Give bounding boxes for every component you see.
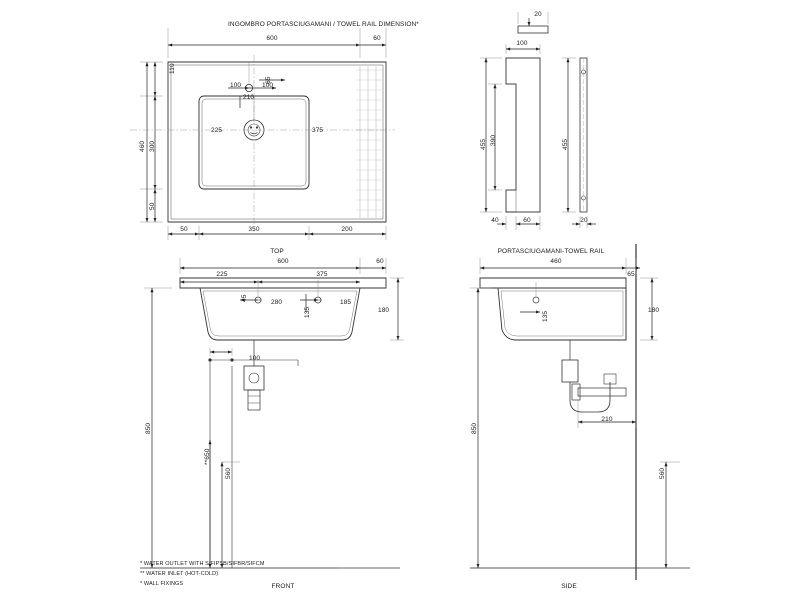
dim-side-210: 210 (601, 416, 613, 423)
dim-front-225: 225 (216, 271, 228, 278)
dim-sec-20: 20 (534, 11, 542, 18)
sheet-title: INGOMBRO PORTASCIUGAMANI / TOWEL RAIL DIMENSION* (228, 21, 419, 28)
dim-front-850: 850 (145, 422, 152, 434)
dim-top-100-left: 100 (230, 82, 242, 89)
dim-front-45: 45 (241, 294, 248, 302)
dim-front-180: 180 (378, 307, 390, 314)
dim-sec-60: 60 (523, 217, 531, 224)
dim-side-850: 850 (471, 422, 478, 434)
note-water-inlet: ** WATER INLET (HOT-COLD) (140, 571, 219, 577)
dim-sec-100: 100 (516, 40, 528, 47)
dim-side-135: 135 (542, 310, 549, 322)
dim-top-50-left: 50 (149, 202, 156, 210)
dim-sec-455: 455 (480, 138, 487, 150)
dim-front-60: 60 (376, 258, 384, 265)
dim-top-65: 65 (265, 76, 272, 84)
dim-top-600: 600 (266, 35, 278, 42)
dim-front-185: 185 (340, 299, 352, 306)
dim-sec-40: 40 (491, 217, 499, 224)
dim-top-60: 60 (373, 35, 381, 42)
view-label-towel-rail: PORTASCIUGAMANI-TOWEL RAIL (497, 248, 605, 255)
dim-top-300: 300 (149, 140, 156, 152)
dim-top-375: 375 (312, 127, 324, 134)
dim-side-180: 180 (648, 307, 660, 314)
dim-rail-455: 455 (562, 138, 569, 150)
dim-top-50-bottom: 50 (180, 226, 188, 233)
dim-front-280: 280 (271, 299, 283, 306)
dim-side-560: 560 (659, 467, 666, 479)
dim-side-65: 65 (627, 271, 635, 278)
dim-front-375: 375 (316, 271, 328, 278)
dim-top-110: 110 (169, 63, 176, 74)
dim-top-225: 225 (211, 127, 223, 134)
dim-top-460: 460 (139, 140, 146, 152)
dim-front-600: 600 (277, 258, 289, 265)
dim-front-100: 100 (249, 355, 261, 362)
dim-front-650: **650 (204, 448, 211, 465)
dim-top-200: 200 (341, 226, 353, 233)
dim-top-350: 350 (248, 226, 260, 233)
dim-sec-390: 390 (490, 134, 497, 146)
dim-side-460: 460 (550, 258, 562, 265)
dim-top-210: 210 (243, 94, 255, 101)
view-label-top: TOP (270, 248, 284, 255)
note-wall-fixings: * WALL FIXINGS (140, 581, 184, 587)
dim-front-135: 135 (304, 306, 311, 318)
view-label-front: FRONT (271, 583, 295, 590)
view-label-side: SIDE (561, 583, 577, 590)
dim-front-560: 560 (225, 467, 232, 479)
dim-top-100-right: 100 (262, 82, 274, 89)
note-water-outlet: * WATER OUTLET WITH SIFIPSB/SIFBR/SIFCM (140, 561, 265, 567)
dim-rail-20: 20 (580, 217, 588, 224)
